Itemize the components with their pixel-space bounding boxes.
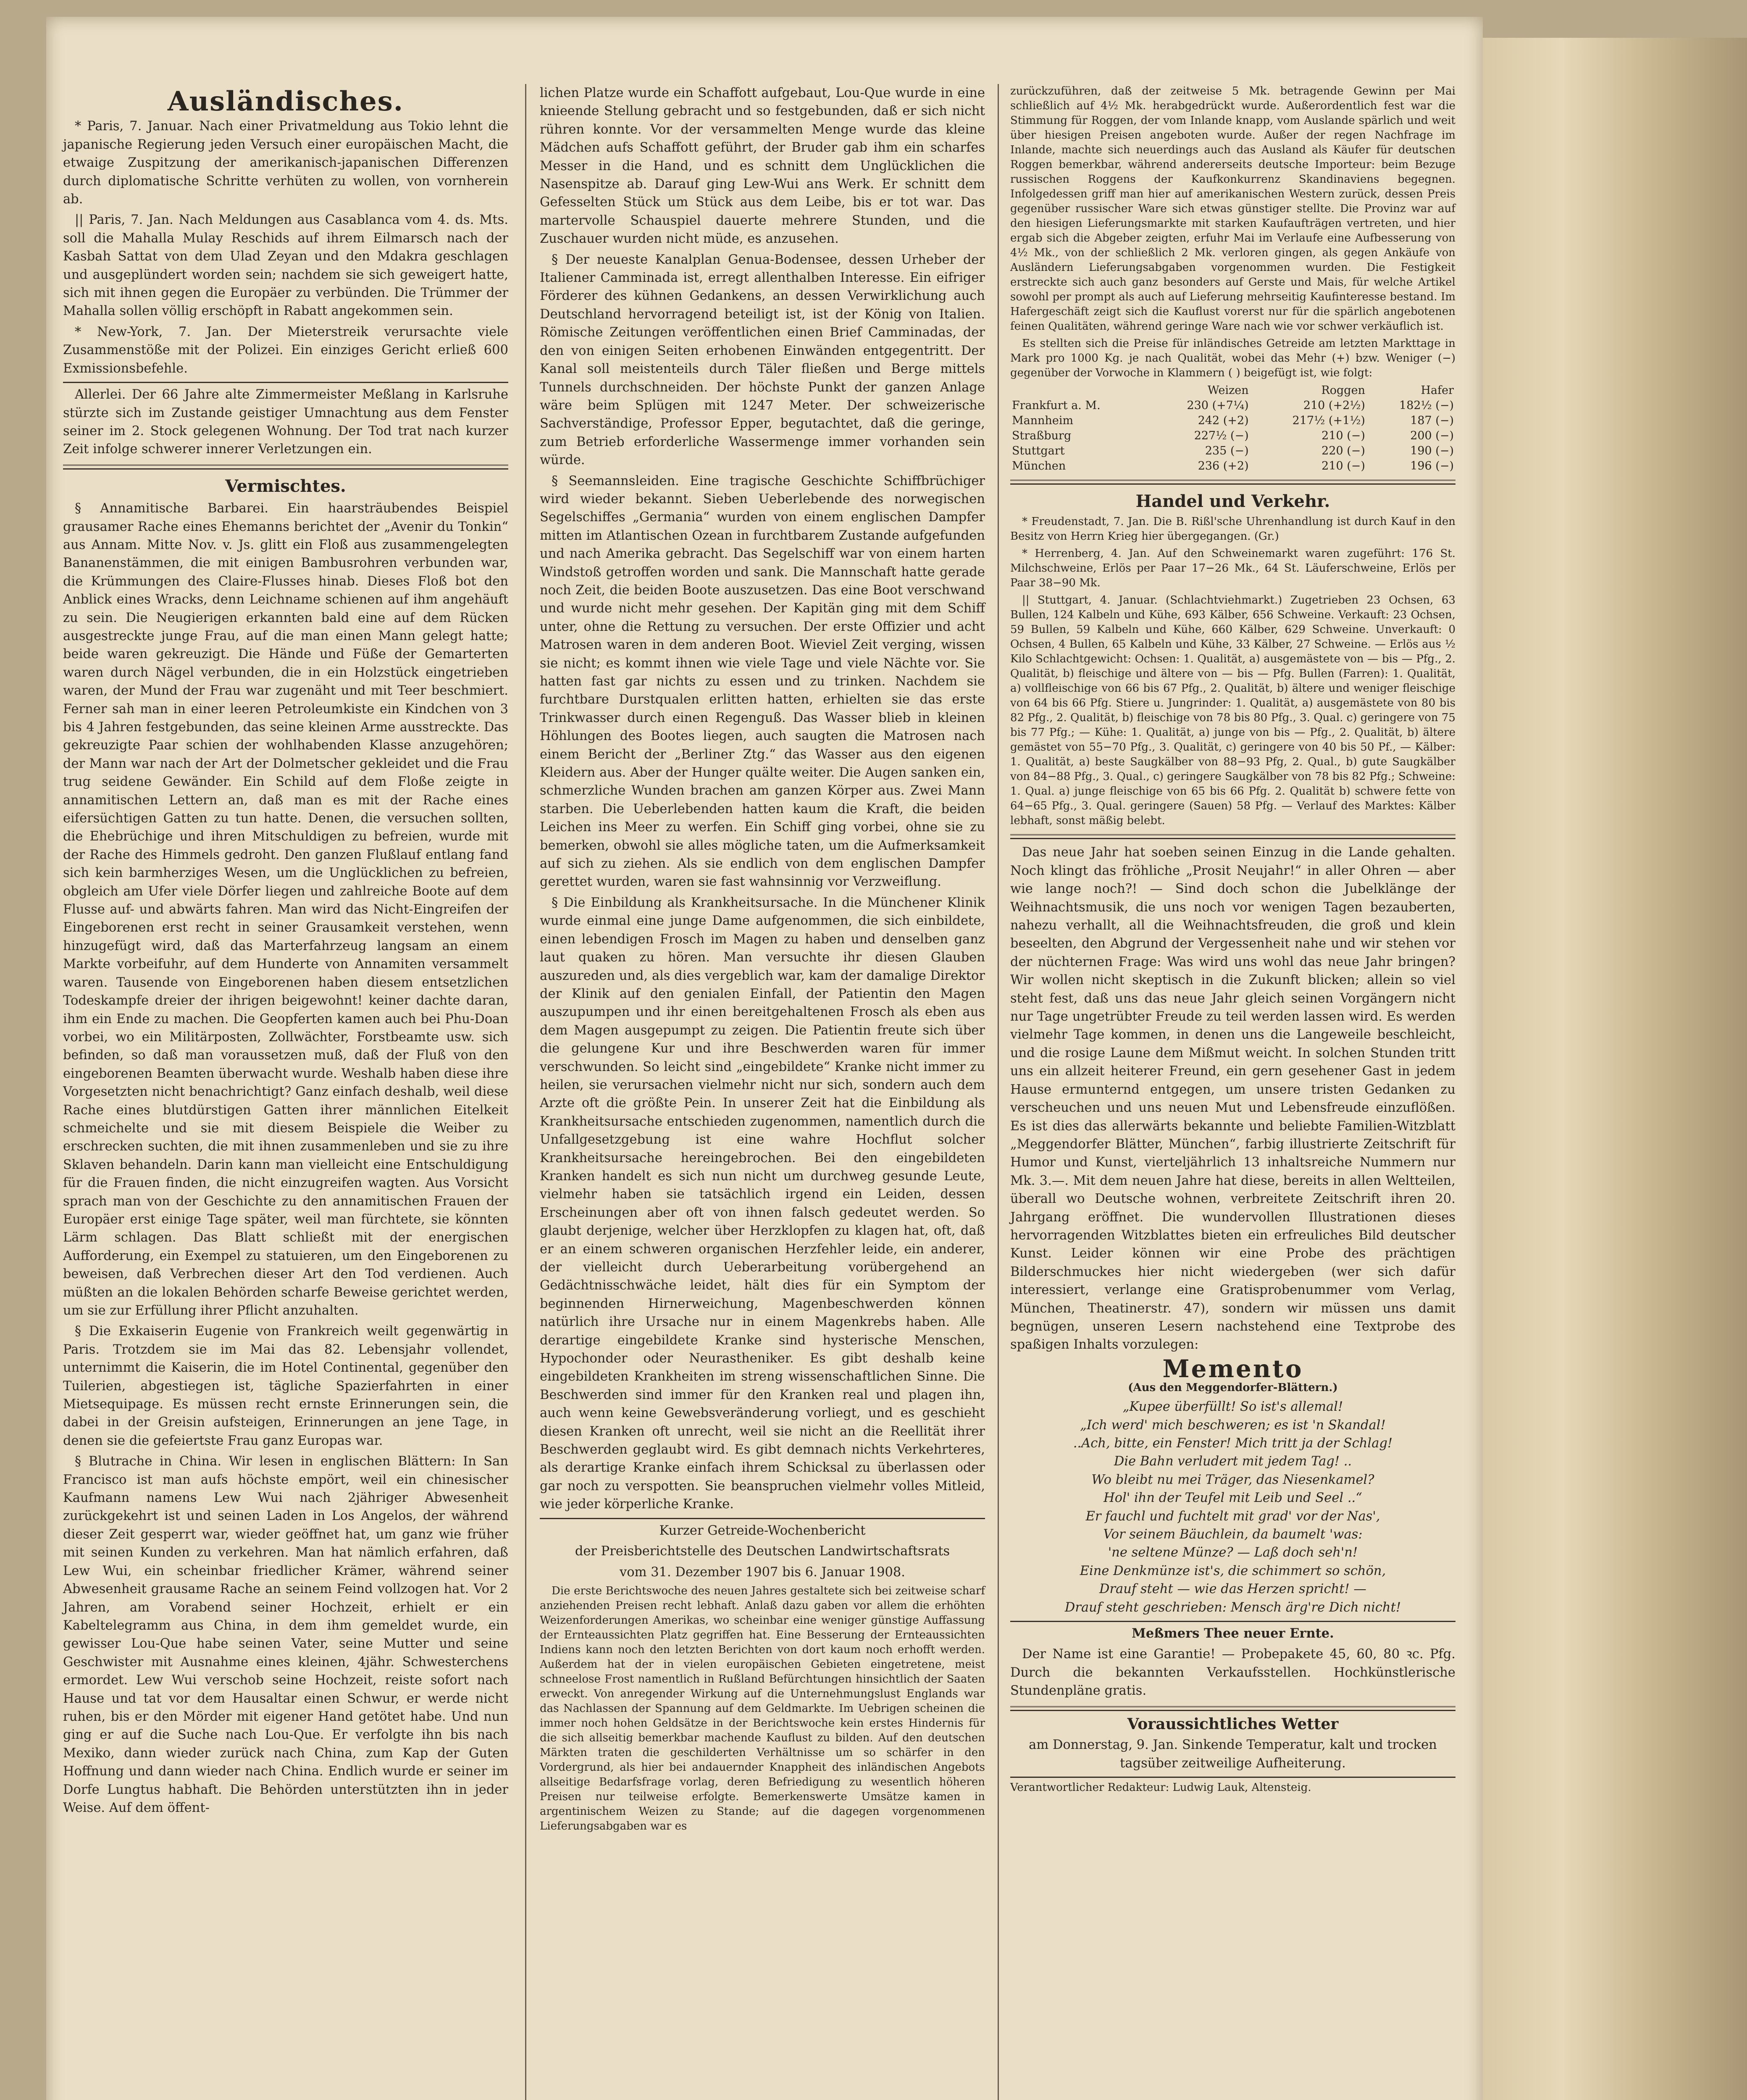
divider (1010, 1706, 1455, 1711)
page-edge-stack (1483, 38, 1747, 2100)
poem-line: Wo bleibt nu mei Träger, das Niesenkamel? (1091, 1472, 1374, 1487)
poem-line: Die Bahn verludert mit jedem Tag! .. (1114, 1454, 1352, 1469)
poem-line: ..Ach, bitte, ein Fenster! Mich tritt ja der Schlag! (1073, 1436, 1393, 1451)
table-row (1010, 398, 1455, 413)
table-row (1010, 459, 1455, 474)
column-3 (1010, 84, 1455, 1798)
table-header-cell: Weizen (1207, 384, 1249, 397)
article-getreide: Die erste Berichtswoche des neuen Jahres gestaltete sich bei zeitweise scharf anziehenden Preisen recht lebhaft. Anlaß dazu gaben vor allem die erhöhten Weizenforderungen Amerikas, wo scheinbar eine weniger günstige Auffassung der Ernteaussichten Platz gegriffen hat. Eine Besserung der Ernteaussichten Indiens kann noch den letzten Berichten von dort kaum noch erhofft werden. Außerdem hat der in vielen europäischen Gebieten eingetretene, meist schneelose Frost namentlich in Rußland Befürchtungen hinsichtlich der Saaten erweckt. Von anregender Wirkung auf die Unternehmungslust Englands war das Nachlassen der Spannung auf dem Geldmarkte. Im Uebrigen scheinen die immer noch hohen Geldsätze in der Berichtswoche kein erstes Hindernis für die sich allseitig bemerkbar machende Kauflust zu bilden. Auf den deutschen Märkten traten die geschilderten Verhältnisse um so schärfer in den Vordergrund, als hier bei andauernder Knappheit des inländischen Angebots allseitige Bedarfsfrage vorlag, deren Befriedigung zu wesentlich höheren Preisen nur teilweise erfolgte. Bemerkenswerte Umsätze kamen in argentinischem Weizen zu Stande; auf die dagegen vorgenommenen Lieferungsabgaben war es (540, 1584, 985, 1832)
poem-line: Vor seinem Bäuchlein, da baumelt 'was: (1103, 1527, 1363, 1542)
column-rule (525, 84, 526, 2100)
article-seemannsleiden: § Seemannsleiden. Eine tragische Geschichte Schiffbrüchiger wird wieder bekannt. Sieben Ueberlebende des norwegischen Segelschiffes „Germania“ wurden von einem englischen Dampfer mitten im Atlantischen Ozean in furchtbarem Zustande aufgefunden und nach Amerika gebracht. Das Segelschiff war von einem harten Windstoß getroffen worden und sank. Die Mannschaft hatte gerade noch Zeit, die beiden Boote auszusetzen. Das eine Boot verschwand und wurde nicht mehr gesehen. Der Kapitän ging mit dem Schiff unter, ohne die Rettung zu versuchen. Der erste Offizier und acht Matrosen waren in dem anderen Boot. Wieviel Zeit verging, wissen sie nicht; es kommt ihnen wie viele Tage und viele Nächte vor. Sie hatten fast gar nichts zu essen und zu trinken. Nachdem sie furchtbare Durstqualen erlitten hatten, erhielten sie das erste Trinkwasser durch einen Regenguß. Das Wasser blieb in kleinen Höhlungen des Bootes liegen, auch saugten die Matrosen nach einem Bericht der „Berliner Ztg.“ das Wasser aus den eigenen Kleidern aus. Aber der Hunger quälte weiter. Die Augen sanken ein, schmerzliche Wunden brachen am ganzen Körper aus. Zwei Mann starben. Die Ueberlebenden hatten kaum die Kraft, die beiden Leichen ins Meer zu werfen. Ein Schiff ging vorbei, ohne sie zu bemerken, obwohl sie alles mögliche taten, um die Aufmerksamkeit auf sich zu ziehen. Als sie endlich von dem englischen Dampfer gerettet wurden, waren sie fast wahnsinnig vor Verzweiflung. (540, 473, 985, 890)
article-new-york: * New-York, 7. Jan. Der Mieterstreik verursachte viele Zusammenstöße mit der Polizei. Ein einziges Gericht erließ 600 Exmissionsbefehle. (63, 324, 508, 376)
table-cell: 230 (+7¼) (1187, 399, 1249, 412)
poem-line: Eine Denkmünze ist's, die schimmert so schön, (1080, 1563, 1386, 1578)
article-eugenie: § Die Exkaiserin Eugenie von Frankreich weilt gegenwärtig in Paris. Trotzdem sie im Mai das 82. Lebensjahr vollendet, unternimmt die Kaiserin, die im Hotel Continental, gegenüber den Tuilerien, abgestiegen ist, tägliche Spazierfahrten in einer Mietsequipage. Es müssen recht ernste Erinnerungen sein, die dabei in der Greisin aufsteigen, Erinnerungen an jene Tage, in denen sie die gefeiertste Frau ganz Europas war. (63, 1324, 508, 1448)
table-cell: München (1012, 459, 1066, 472)
article-china: § Blutrache in China. Wir lesen in englischen Blättern: In San Francisco ist man aufs höchste empört, weil ein chinesischer Kaufmann namens Lew Wui nach 2jähriger Abwesenheit zurückgekehrt ist und seinen Laden in Los Angelos, der während dieser Zeit gesperrt war, wieder geöffnet hat, um ganz wie früher mit seinen Kunden zu verkehren. Man hat nämlich erfahren, daß Lew Wui, ein scheinbar friedlicher Krämer, während seiner Abwesenheit grausame Rache an seinem Feind vollzogen hat. Vor 2 Jahren, am Vorabend seiner Hochzeit, erhielt er ein Kabeltelegramm aus China, in dem ihm gemeldet wurde, ein gewisser Lou-Que habe seinen Vater, seine Mutter und seine Geschwister mit Ausnahme eines kleinen, 4jähr. Schwesterchens ermordet. Lew Wui verschob seine Hochzeit, reiste sofort nach Hause und tat vor dem Hausaltar einen Schwur, er werde nicht ruhen, bis er den Mörder mit eigener Hand getötet habe. Und nun ging er auf die Suche nach Lou-Que. Er verfolgte ihn bis nach Mexiko, dann wieder zurück nach China, zum Kap der Guten Hoffnung und dann wieder nach China. Endlich wurde er seiner im Dorfe Lungtus habhaft. Die Behörden unterstützten ihn in jeder Weise. Auf dem öffent- (63, 1454, 508, 1815)
memento-subtitle: (Aus den Meggendorfer-Blättern.) (1128, 1381, 1338, 1394)
table-cell: 210 (+2½) (1303, 399, 1365, 412)
article-freudenstadt: * Freudenstadt, 7. Jan. Die B. Rißl'sche Uhrenhandlung ist durch Kauf in den Besitz von Herrn Krieg hier übergegangen. (Gr.) (1010, 515, 1455, 543)
table-cell: 236 (+2) (1198, 459, 1249, 472)
divider (1010, 834, 1455, 839)
getreide-title: Kurzer Getreide-Wochenbericht (659, 1523, 866, 1538)
grain-price-table (1010, 383, 1455, 474)
article-kanalplan: § Der neueste Kanalplan Genua-Bodensee, dessen Urheber der Italiener Camminada ist, erregt allenthalben Interesse. Ein eifriger Förderer des kühnen Gedankens, an dessen Verwirklichung auch Deutschland hervorragend beteiligt ist, ist der König von Italien. Römische Zeitungen veröffentlichen einen Brief Camminadas, der den von einigen Seiten erhobenen Einwänden entgegentritt. Der Kanal soll meistenteils durch Täler fließen und Berge mittels Tunnels durchschneiden. Der höchste Punkt der ganzen Anlage wäre beim Splügen mit 1247 Meter. Der schweizerische Sachverständige, Professor Epper, begutachtet, daß die geringe, zum Betrieb erforderliche Wassermenge immer vorhanden sein würde. (540, 252, 985, 468)
article-getreide-continued: zurückzuführen, daß der zeitweise 5 Mk. betragende Gewinn per Mai schließlich auf 4½ Mk. herabgedrückt wurde. Außerordentlich fest war die Stimmung für Roggen, der vom Inlande knapp, vom Auslande spärlich und weit über hiesigen Preisen angeboten wurde. Außer der regen Nachfrage im Inlande, machte sich neuerdings auch das Ausland als Käufer für deutschen Roggen bemerkbar, während andererseits deutsche Importeur: beim Bezuge russischen Roggens der Kaufkonkurrenz Skandinaviens begegnen. Infolgedessen griff man hier auf amerikanischen Western zurück, dessen Preis gegenüber russischer Ware sich etwas günstiger stellte. Die Provinz war auf den hiesigen Lieferungsmarkte mit starken Kaufaufträgen vertreten, und hier ergab sich die Abgeber zeigten, erfuhr Mai im Verlaufe eine Aufbesserung von 4½ Mk., von der schließlich 2 Mk. verloren gingen, als gegen Ankäufe von Ausländern Lieferungsabgaben vorgenommen wurden. Die Festigkeit erstreckte sich auch ganz besonders auf Gerste und Mais, für welche Artikel sowohl per prompt als auch auf Lieferung mehrseitig Kaufinteresse bestand. Im Hafergeschäft zeigt sich die Kauflust vorerst nur für die spärlich angebotenen feinen Qualitäten, während geringe Ware nach wie vor schwer verkäuflich ist. (1010, 85, 1455, 333)
divider (1010, 1777, 1455, 1778)
article-paris-1: * Paris, 7. Januar. Nach einer Privatmeldung aus Tokio lehnt die japanische Regierung jeden Versuch einer europäischen Macht, die etwaige Zuspitzung der amerikanisch-japanischen Differenzen durch diplomatische Schritte verhüten zu wollen, von vornherein ab. (63, 119, 508, 207)
divider (540, 1518, 985, 1519)
table-header-cell: Roggen (1321, 384, 1365, 397)
poem-line: Hol' ihn der Teufel mit Leib und Seel ..“ (1103, 1491, 1362, 1506)
table-cell: 190 (−) (1410, 444, 1454, 457)
table-row (1010, 444, 1455, 459)
article-paris-2: || Paris, 7. Jan. Nach Meldungen aus Casablanca vom 4. ds. Mts. soll die Mahalla Mulay Reschids auf ihrem Eilmarsch nach der Kasbah Sattat von dem Ulad Zeyan und den Mdakra geschlagen und ausgeplündert worden sein; nachdem sie sich geweigert hatte, sich mit ihnen gegen die Europäer zu verbünden. Die Trümmer der Mahalla sollen völlig erschöpft in Rabatt angekommen sein. (63, 213, 508, 319)
table-header-cell: Hafer (1421, 384, 1454, 397)
getreide-date: vom 31. Dezember 1907 bis 6. Januar 1908. (619, 1564, 905, 1580)
table-cell: 187 (−) (1410, 414, 1454, 427)
table-cell: Straßburg (1012, 429, 1072, 442)
article-stuttgart-market: || Stuttgart, 4. Januar. (Schlachtviehmarkt.) Zugetrieben 23 Ochsen, 63 Bullen, 124 Kalbeln und Kühe, 693 Kälber, 656 Schweine. Verkauft: 23 Ochsen, 59 Bullen, 59 Kalbeln und Kühe, 660 Kälber, 629 Schweine. Unverkauft: 0 Ochsen, 4 Bullen, 65 Kalbeln und Kühe, 33 Kälber, 27 Schweine. — Erlös aus ½ Kilo Schlachtgewicht: Ochsen: 1. Qualität, a) ausgemästete von — bis — Pfg., 2. Qualität, b) fleischige und ältere von — bis — Pfg. Bullen (Farren): 1. Qualität, a) vollfleischige von 66 bis 67 Pfg., 2. Qualität, b) ältere und weniger fleischige von 64 bis 66 Pfg. Stiere u. Jungrinder: 1. Qualität, a) ausgemästete von 80 bis 82 Pfg., 2. Qualität, b) fleischige von 78 bis 80 Pfg., 3. Qual. c) geringere von 75 bis 77 Pfg.; — Kühe: 1. Qualität, a) junge von bis — Pfg., 2. Qualität, b) ältere gemästet von 55−70 Pfg., 3. Qualität, c) geringere von 40 bis 50 Pf., — Kälber: 1. Qualität, a) beste Saugkälber von 88−93 Pfg, 2. Qual., b) gute Saugkälber von 84−88 Pfg., 3. Qual., c) geringere Saugkälber von 78 bis 82 Pfg.; Schweine: 1. Qual. a) junge fleischige von 65 bis 66 Pfg. 2. Qualität b) schwere fette von 64−65 Pfg., 3. Qual. geringere (Sauen) 58 Pfg. — Verlauf des Marktes: Kälber lebhaft, sonst mäßig belebt. (1010, 594, 1455, 827)
article-annam: § Annamitische Barbarei. Ein haarsträubendes Beispiel grausamer Rache eines Ehemanns berichtet der „Avenir du Tonkin“ aus Annam. Mitte Nov. v. Js. glitt ein Floß aus zusammengelegten Bananenstämmen, die mit einigen Bambusrohren verbunden war, die Krümmungen des Claire-Flusses hinab. Dieses Floß bot den Anblick eines Wracks, denn Leichname schienen auf ihm angehäuft zu sein. Die Neugierigen erkannten bald eine auf dem Rücken ausgestreckte junge Frau, auf die man einen Mann gelegt hatte; beide waren gekreuzigt. Die Hände und Füße der Gemarterten waren durch Nägel verbunden, die in ein Holzstück eingetrieben waren, der Mund der Frau war zugenäht und mit Teer beschmiert. Ferner sah man in einer leeren Petroleumkiste ein Kindchen von 3 bis 4 Jahren festgebunden, das seine kleinen Arme ausstreckte. Das gekreuzigte Paar schien der wohlhabenden Klasse anzugehören; der Mann war nach der Art der Dolmetscher gekleidet und die Frau trug seidene Gewänder. Ein Schild auf dem Floße zeigte in annamitischen Lettern an, daß man es mit der Rache eines eifersüchtigen Gatten zu tun hatte. Denen, die versuchen sollten, die Ehebrüchige und ihren Mitschuldigen zu befreien, wurde mit der Rache des Himmels gedroht. Den ganzen Flußlauf entlang fand sich kein barmherziges Wesen, um die Unglücklichen zu befreien, obgleich am Ufer viele Dörfer liegen und zahlreiche Boote auf dem Flusse auf- und abwärts fahren. Man wird das Nicht-Eingreifen der Eingeborenen erst recht in seiner Grausamkeit verstehen, wenn hinzugefügt wird, daß das Marterfahrzeug langsam an einem Markte vorbeifuhr, auf dem Hunderte von Annamiten versammelt waren. Tausende von Eingeborenen haben diesem entsetzlichen Todeskampfe dreier der ihrigen beigewohnt! keiner dachte daran, ihm ein Ende zu machen. Die Geopferten kamen auch bei Phu-Doan vorbei, wo ein Militärposten, Zollwächter, Forstbeamte usw. sich befinden, so daß man voraussetzen muß, daß der Fluß von den eingeborenen Beamten überwacht wurde. Weshalb haben diese ihre Vorgesetzten nicht benachrichtigt? Ganz einfach deshalb, weil diese Rache eines blutdürstigen Gatten ihrer männlichen Eitelkeit schmeichelte und sie mit diesem Beispiele die Weiber zu erschrecken suchten, die mit ihnen zusammenleben und sie zu ihre Sklaven behandeln. Darin kann man vielleicht eine Entschuldigung für die Frauen finden, die nicht einzugreifen wagten. Aus Vorsicht sprach man von der Geschichte zu den annamitischen Frauen der Europäer erst einige Tage später, weil man fürchtete, sie könnten Lärm schlagen. Das Blatt schließt mit der energischen Aufforderung, ein Exempel zu statuieren, um den Eingeborenen zu beweisen, daß Verbrechen dieser Art den Tod verdienen. Auch müßten an die lokalen Behörden scharfe Beweise gerichtet werden, um sie zur Erfüllung ihrer Pflicht anzuhalten. (63, 501, 508, 1318)
getreide-subtitle: der Preisberichtstelle des Deutschen Landwirtschaftsrats (575, 1544, 950, 1559)
divider (63, 382, 508, 383)
memento-title: Memento (1162, 1354, 1303, 1383)
article-einbildung: § Die Einbildung als Krankheitsursache. In die Münchener Klinik wurde einmal eine junge Dame aufgenommen, die sich einbildete, einen lebendigen Frosch im Magen zu haben und denselben ganz laut quaken zu hören. Man versuchte ihr diesen Glauben auszureden und, als dies vergeblich war, kam der damalige Direktor der Klinik auf den genialen Einfall, der Patientin den Magen auszupumpen und ihr einen bereitgehaltenen Frosch als eben aus dem Magen ausgepumpt zu zeigen. Die Patientin freute sich über die gelungene Kur und ihre Beschwerden waren für immer verschwunden. So leicht sind „eingebildete“ Kranke nicht immer zu heilen, sie verursachen vielmehr nicht nur sich, sondern auch dem Arzte oft die größte Pein. In unserer Zeit hat die Einbildung als Krankheitsursache entschieden zugenommen, namentlich durch die Unfallgesetzgebung ist eine wahre Hochflut solcher Krankheitsursache hereingebrochen. Bei den eingebildeten Kranken handelt es sich nun nicht um durchweg gesunde Leute, vielmehr haben sie tatsächlich irgend ein Leiden, dessen Erscheinungen aber oft von ihnen falsch gedeutet werden. So glaubt derjenige, welcher über Herzklopfen zu klagen hat, oft, daß er an einem schweren organischen Herzfehler leide, ein anderer, der vielleicht durch Ueberarbeitung vorübergehend an Gedächtnisschwäche leidet, hält dies für ein Symptom der beginnenden Hirnerweichung, Magenbeschwerden können natürlich ihre Ursache nur in einem Magenkrebs haben. Alle derartige eingebildete Kranke sind hysterische Menschen, Hypochonder oder Neurastheniker. Es gibt deshalb keine eingebildeten Krankheiten im streng wissenschaftlichen Sinne. Die Beschwerden sind immer für den Kranken real und plagen ihn, auch wenn keine Gewebsveränderung vorliegt, und es geschieht diesen Kranken oft unrecht, weil sie nicht an die Reellität ihrer Beschwerden geglaubt wird. Es gibt demnach nichts Verkehrteres, als derartige Kranke einfach ihrem Schicksal zu überlassen oder gar noch zu verspotten. Sie beanspruchen vielmehr volles Mitleid, wie jeder körperliche Kranke. (540, 895, 985, 1512)
table-header-row (1010, 383, 1455, 398)
table-cell: 210 (−) (1321, 459, 1365, 472)
section-title-auslaendisches: Ausländisches. (167, 86, 404, 117)
table-cell: Frankfurt a. M. (1012, 399, 1101, 412)
table-row (1010, 428, 1455, 444)
column-1 (63, 84, 508, 1819)
ad-thee-text: Der Name ist eine Garantie! — Probepakete 45, 60, 80 ꝛc. Pfg. Durch die bekannten Verkaufsstellen. Hochkünstlerische Stundenpläne gratis. (1010, 1647, 1455, 1698)
article-neues-jahr: Das neue Jahr hat soeben seinen Einzug in die Lande gehalten. Noch klingt das fröhliche „Prosit Neujahr!“ in aller Ohren — aber wie lange noch?! — Sind doch schon die Jubelklänge der Weihnachtsmusik, die uns noch vor wenigen Tagen bezauberten, nahezu verhallt, all die Weihnachtsfreuden, die groß und klein beseelten, den Abgrund der Vergessenheit nahe und wir stehen vor der nüchternen Frage: Was wird uns wohl das neue Jahr bringen? Wir wollen nicht skeptisch in die Zukunft blicken; allein so viel steht fest, daß uns das neue Jahr gleich seinen Vorgängern nicht nur Tage ungetrübter Freude zu teil werden lassen wird. Es werden vielmehr Tage kommen, in denen uns die Langeweile beschleicht, und die rosige Laune dem Mißmut weicht. In solchen Stunden tritt uns ein allzeit heiterer Freund, ein gern gesehener Gast in jedem Hause ermunternd entgegen, um unsere tristen Gedanken zu verscheuchen und uns neuen Mut und Lebensfreude einzuflößen. Es ist dies das allerwärts bekannte und beliebte Familien-Witzblatt „Meggendorfer Blätter, München“, farbig illustrierte Zeitschrift für Humor und Kunst, vierteljährlich 13 inhaltsreiche Nummern nur Mk. 3.—. Mit dem neuen Jahre hat diese, bereits in allen Weltteilen, überall wo Deutsche wohnen, verbreitete Zeitschrift ihren 20. Jahrgang eröffnet. Die wundervollen Illustrationen dieses hervorragenden Witzblattes bieten ein erfreuliches Bild deutscher Kunst. Leider können wir eine Probe des prächtigen Bilderschmuckes hier nicht wiedergeben (wer sich dafür interessiert, verlange eine Gratisprobenummer vom Verlag, München, Theatinerstr. 47), sondern wir müssen uns damit begnügen, unseren Lesern nachstehend eine Textprobe des spaßigen Inhalts vorzulegen: (1010, 845, 1455, 1352)
poem-line: 'ne seltene Münze? — Laß doch seh'n! (1108, 1545, 1358, 1560)
article-china-continued: lichen Platze wurde ein Schaffott aufgebaut, Lou-Que wurde in eine knieende Stellung gebracht und so festgebunden, daß er sich nicht rühren konnte. Vor der versammelten Menge wurde das kleine Mädchen aufs Schaffott geführt, der Bruder gab ihm ein scharfes Messer in die Hand, und es schnitt dem Unglücklichen die Nasenspitze ab. Darauf ging Lew-Wui ans Werk. Er schnitt dem Gefesselten Stück um Stück aus dem Leibe, bis er tot war. Das martervolle Schauspiel dauerte mehrere Stunden, und die Zuschauer wurden nicht müde, es anzusehen. (540, 86, 985, 247)
table-cell: Mannheim (1012, 414, 1074, 427)
poem-line: „Ich werd' mich beschweren; es ist 'n Skandal! (1080, 1418, 1386, 1433)
weather-title: Voraussichtliches Wetter (1127, 1715, 1339, 1733)
table-cell: Stuttgart (1012, 444, 1065, 457)
table-cell: 235 (−) (1205, 444, 1249, 457)
weather-text: am Donnerstag, 9. Jan. Sinkende Temperatur, kalt und trocken tagsüber zeitweilige Aufheiterung. (1029, 1738, 1437, 1771)
table-row (1010, 413, 1455, 428)
table-cell: 217½ (+1½) (1292, 414, 1365, 427)
table-header-cell (1010, 383, 1151, 398)
price-intro: Es stellten sich die Preise für inländisches Getreide am letzten Markttage in Mark pro 1000 Kg. je nach Qualität, wobei das Mehr (+) bzw. Weniger (−) gegenüber der Vorwoche in Klammern ( ) beigefügt ist, wie folgt: (1010, 337, 1455, 379)
editor-line: Verantwortlicher Redakteur: Ludwig Lauk, Altensteig. (1010, 1781, 1311, 1794)
section-title-vermischtes: Vermischtes. (225, 476, 346, 496)
table-cell: 182½ (−) (1399, 399, 1454, 412)
table-cell: 227½ (−) (1194, 429, 1249, 442)
divider (1010, 480, 1455, 485)
divider (63, 465, 508, 470)
article-herrenberg: * Herrenberg, 4. Jan. Auf den Schweinemarkt waren zugeführt: 176 St. Milchschweine, Erlös per Paar 17−26 Mk., 64 St. Läuferschweine, Erlös per Paar 38−90 Mk. (1010, 547, 1455, 590)
table-cell: 210 (−) (1321, 429, 1365, 442)
table-cell: 200 (−) (1410, 429, 1454, 442)
ad-thee-title: Meßmers Thee neuer Ernte. (1132, 1626, 1334, 1641)
section-title-handel: Handel und Verkehr. (1135, 491, 1330, 511)
table-cell: 242 (+2) (1198, 414, 1249, 427)
poem-line: „Kupee überfüllt! So ist's allemal! (1122, 1399, 1343, 1415)
divider (1010, 1621, 1455, 1622)
poem-line: Drauf steht — wie das Herzen spricht! — (1099, 1582, 1366, 1597)
table-cell: 220 (−) (1321, 444, 1365, 457)
poem-line: Er fauchl und fuchtelt mit grad' vor der Nas', (1085, 1509, 1380, 1524)
poem-line: Drauf steht geschrieben: Mensch ärg're Dich nicht! (1064, 1600, 1401, 1615)
article-allerlei: Allerlei. Der 66 Jahre alte Zimmermeister Meßlang in Karlsruhe stürzte sich im Zustande geistiger Umnachtung aus dem Fenster seiner im 2. Stock gelegenen Wohnung. Der Tod trat nach kurzer Zeit infolge schwerer innerer Verletzungen ein. (63, 387, 508, 457)
column-2 (540, 84, 985, 1836)
memento-poem (1010, 1398, 1455, 1617)
column-rule (998, 84, 999, 2100)
table-cell: 196 (−) (1410, 459, 1454, 472)
